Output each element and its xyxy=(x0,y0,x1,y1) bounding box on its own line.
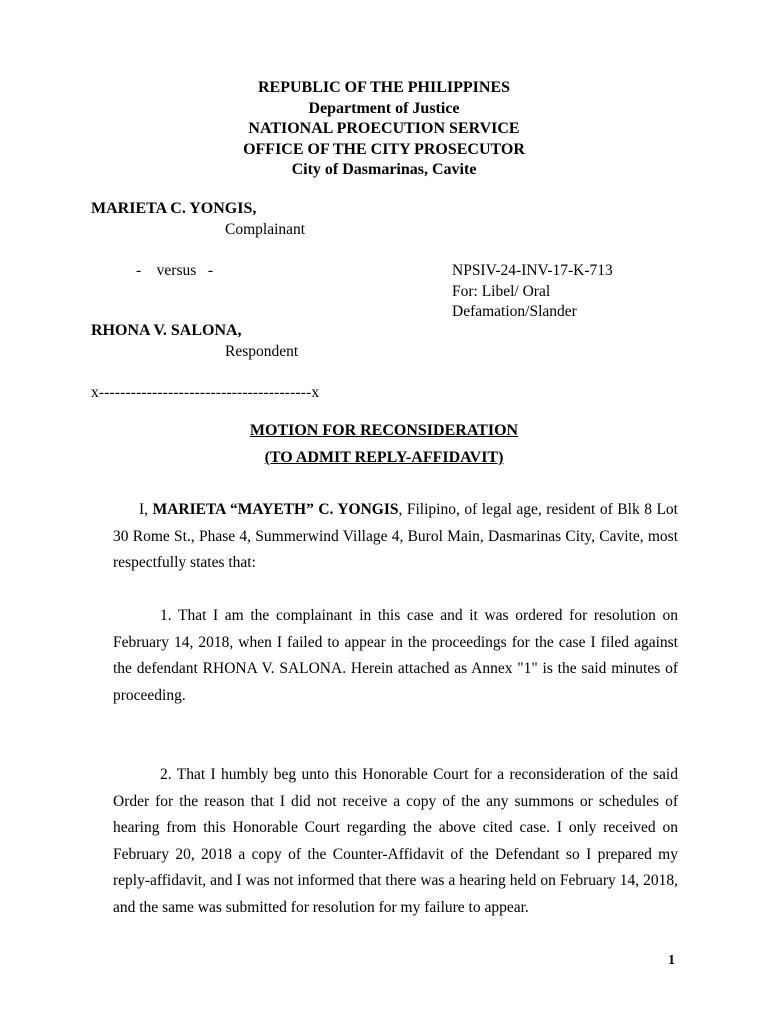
complainant-name: MARIETA C. YONGIS, xyxy=(91,200,257,217)
document-header xyxy=(0,78,768,181)
case-nature-line2: Defamation/Slander xyxy=(452,303,577,320)
versus-label: - versus - xyxy=(136,262,214,279)
affiant-name: MARIETA “MAYETH” C. YONGIS xyxy=(152,501,399,518)
header-service: NATIONAL PROECUTION SERVICE xyxy=(248,120,520,137)
complainant-role: Complainant xyxy=(225,221,306,238)
case-number: NPSIV-24-INV-17-K-713 xyxy=(452,262,613,279)
case-info xyxy=(452,261,613,323)
intro-text: , Filipino, of legal age, resident of Blk 8 Lot 30 Rome St., Phase 4, Summerwind Village 4, Burol Main, Dasmarinas City, Cavite, most respectfully states that: xyxy=(113,501,678,571)
paragraph-1: 1. That I am the complainant in this case and it was ordered for resolution on February 14, 2018, when I failed to appear in the proceedings for the case I filed against the defendant RHONA V. SALONA. Herein attached as Annex "1" is the said minutes of proceeding. xyxy=(113,607,678,704)
case-nature-line1: For: Libel/ Oral xyxy=(452,282,551,300)
intro-prefix: I, xyxy=(139,501,153,518)
respondent-role: Respondent xyxy=(225,343,299,360)
caption-separator: x----------------------------------------x xyxy=(91,384,320,401)
page-number: 1 xyxy=(668,953,675,968)
respondent-name: RHONA V. SALONA, xyxy=(91,322,242,339)
paragraph-2: 2. That I humbly beg unto this Honorable Court for a reconsideration of the said Order for the reason that I did not receive a copy of the any summons or schedules of hearing from this Honorable Court regarding the above cited case. I only received on February 20, 2018 a copy of the Counter-Affidavit of the Defendant so I prepared my reply-affidavit, and I was not informed that there was a hearing held on February 14, 2018, and the same was submitted for resolution for my failure to appear. xyxy=(113,766,678,916)
motion-title: MOTION FOR RECONSIDERATION xyxy=(249,422,519,439)
header-office: OFFICE OF THE CITY PROSECUTOR xyxy=(243,140,525,158)
header-city: City of Dasmarinas, Cavite xyxy=(291,161,477,178)
intro-paragraph xyxy=(113,497,678,577)
header-department: Department of Justice xyxy=(308,99,460,117)
header-republic: REPUBLIC OF THE PHILIPPINES xyxy=(257,79,511,96)
motion-subtitle: (TO ADMIT REPLY-AFFIDAVIT) xyxy=(264,449,504,466)
